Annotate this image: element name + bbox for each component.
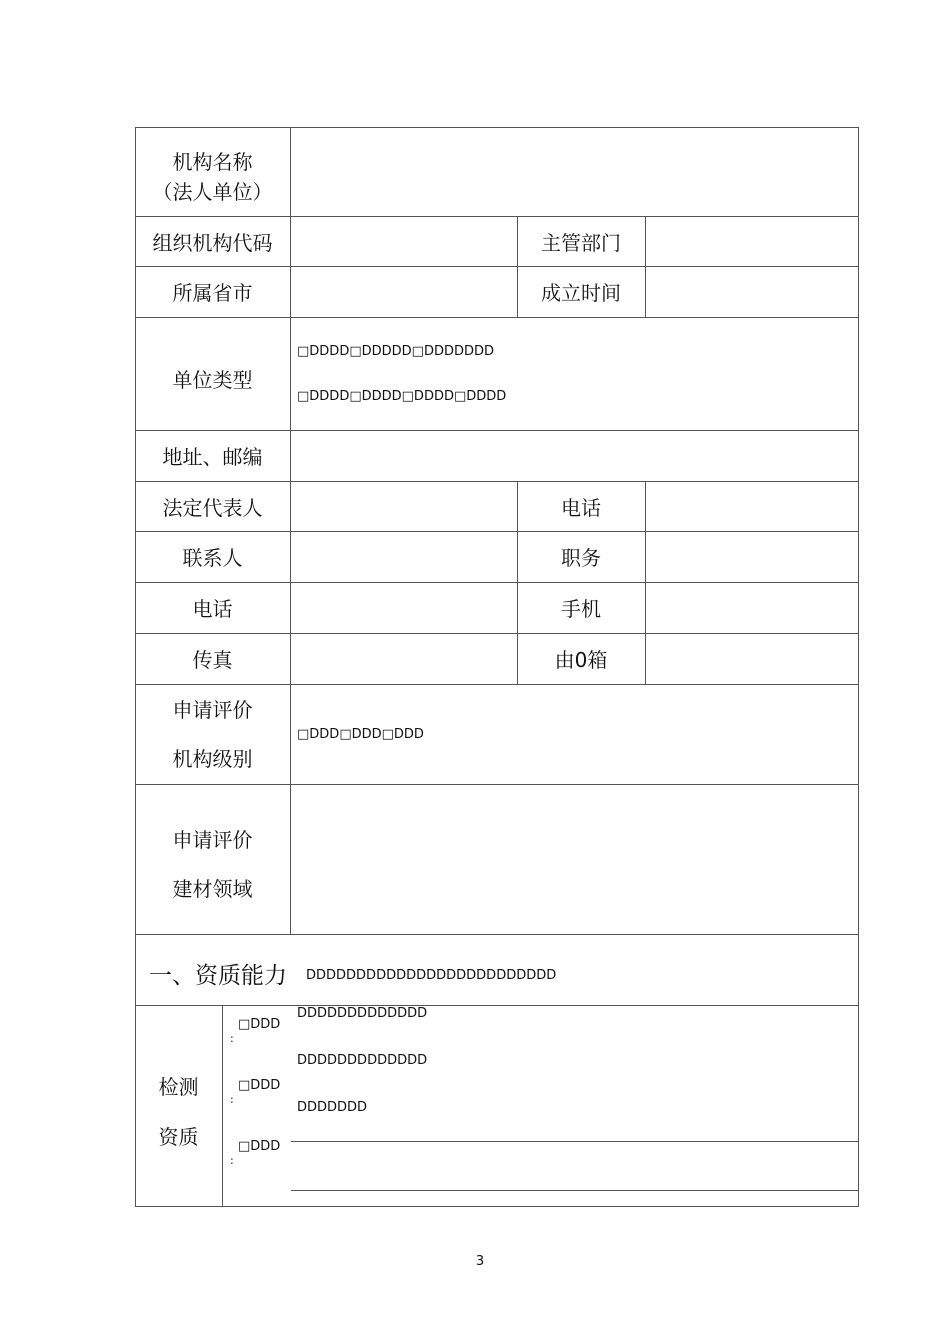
position-field[interactable] bbox=[647, 533, 857, 581]
testing-note-1: DDDDDDDDDDDDD bbox=[297, 1006, 428, 1021]
legal-rep-field[interactable] bbox=[292, 483, 516, 530]
testing-note-3: DDDDDDD bbox=[297, 1100, 368, 1115]
org-code-field[interactable] bbox=[292, 218, 516, 265]
contact-field[interactable] bbox=[292, 533, 516, 581]
testing-input[interactable] bbox=[292, 1143, 857, 1189]
testing-note-divider bbox=[291, 1141, 859, 1142]
field-sublabel: 建材领域 bbox=[172, 877, 253, 901]
email-label: 由0箱 bbox=[554, 648, 608, 672]
fax-label: 传真 bbox=[192, 648, 233, 672]
position-label: 职务 bbox=[561, 546, 601, 570]
row-divider bbox=[135, 934, 859, 935]
row-divider bbox=[135, 684, 859, 685]
table-top-border bbox=[135, 127, 859, 128]
fax-field[interactable] bbox=[292, 635, 516, 683]
testing-column-divider bbox=[222, 1005, 223, 1206]
unit-type-options-row1[interactable]: □DDDD□DDDDD□DDDDDDD bbox=[297, 344, 495, 359]
unit-type-label: 单位类型 bbox=[172, 368, 253, 392]
supervisor-label: 主管部门 bbox=[541, 231, 621, 255]
testing-note-divider bbox=[291, 1190, 859, 1191]
row-divider bbox=[135, 317, 859, 318]
testing-sublabel: 资质 bbox=[158, 1125, 199, 1149]
row-divider bbox=[135, 266, 859, 267]
mid-column-divider bbox=[645, 216, 646, 317]
phone-field[interactable] bbox=[647, 483, 857, 530]
testing-colon-3: : bbox=[230, 1154, 234, 1167]
field-label: 申请评价 bbox=[172, 828, 253, 852]
page-number: 3 bbox=[475, 1254, 485, 1269]
unit-type-options-row2[interactable]: □DDDD□DDDD□DDDD□DDDD bbox=[297, 389, 507, 404]
mobile-field[interactable] bbox=[647, 584, 857, 632]
legal-rep-label: 法定代表人 bbox=[162, 496, 263, 520]
row-divider bbox=[135, 481, 859, 482]
level-label: 申请评价 bbox=[172, 698, 253, 722]
row-divider bbox=[135, 1005, 859, 1006]
label-column-divider bbox=[290, 127, 291, 934]
contact-phone-field[interactable] bbox=[292, 584, 516, 632]
section-heading-note: DDDDDDDDDDDDDDDDDDDDDDDDD bbox=[306, 968, 557, 983]
testing-checkbox-3[interactable]: □DDD bbox=[238, 1139, 281, 1154]
row-divider bbox=[135, 531, 859, 532]
phone-label: 电话 bbox=[561, 496, 601, 520]
row-divider bbox=[135, 582, 859, 583]
org-code-label: 组织机构代码 bbox=[152, 231, 273, 255]
table-bottom-border bbox=[135, 1206, 859, 1207]
mid-column-divider bbox=[645, 481, 646, 684]
org-name-sublabel: （法人单位） bbox=[152, 180, 273, 204]
org-name-label: 机构名称 bbox=[172, 150, 253, 174]
mobile-label: 手机 bbox=[561, 597, 601, 621]
testing-colon-2: : bbox=[230, 1093, 234, 1106]
row-divider bbox=[135, 633, 859, 634]
supervisor-field[interactable] bbox=[647, 218, 857, 265]
province-label: 所属省市 bbox=[172, 281, 253, 305]
testing-label: 检测 bbox=[158, 1075, 199, 1099]
row-divider bbox=[135, 216, 859, 217]
testing-checkbox-1[interactable]: □DDD bbox=[238, 1017, 281, 1032]
row-divider bbox=[135, 430, 859, 431]
testing-checkbox-2[interactable]: □DDD bbox=[238, 1078, 281, 1093]
address-label: 地址、邮编 bbox=[162, 445, 263, 469]
row-divider bbox=[135, 784, 859, 785]
address-field[interactable] bbox=[292, 432, 857, 480]
contact-phone-label: 电话 bbox=[192, 597, 233, 621]
table-right-border bbox=[858, 127, 859, 1206]
contact-label: 联系人 bbox=[182, 546, 243, 570]
email-field[interactable] bbox=[647, 635, 857, 683]
section-heading: 一、资质能力 bbox=[149, 963, 287, 989]
testing-note-2: DDDDDDDDDDDDD bbox=[297, 1053, 428, 1068]
province-field[interactable] bbox=[292, 268, 516, 316]
level-sublabel: 机构级别 bbox=[172, 747, 253, 771]
established-label: 成立时间 bbox=[541, 281, 621, 305]
testing-colon-1: : bbox=[230, 1032, 234, 1045]
org-name-field[interactable] bbox=[292, 129, 857, 215]
level-options[interactable]: □DDD□DDD□DDD bbox=[297, 727, 424, 742]
field-input[interactable] bbox=[292, 786, 857, 933]
established-field[interactable] bbox=[647, 268, 857, 316]
